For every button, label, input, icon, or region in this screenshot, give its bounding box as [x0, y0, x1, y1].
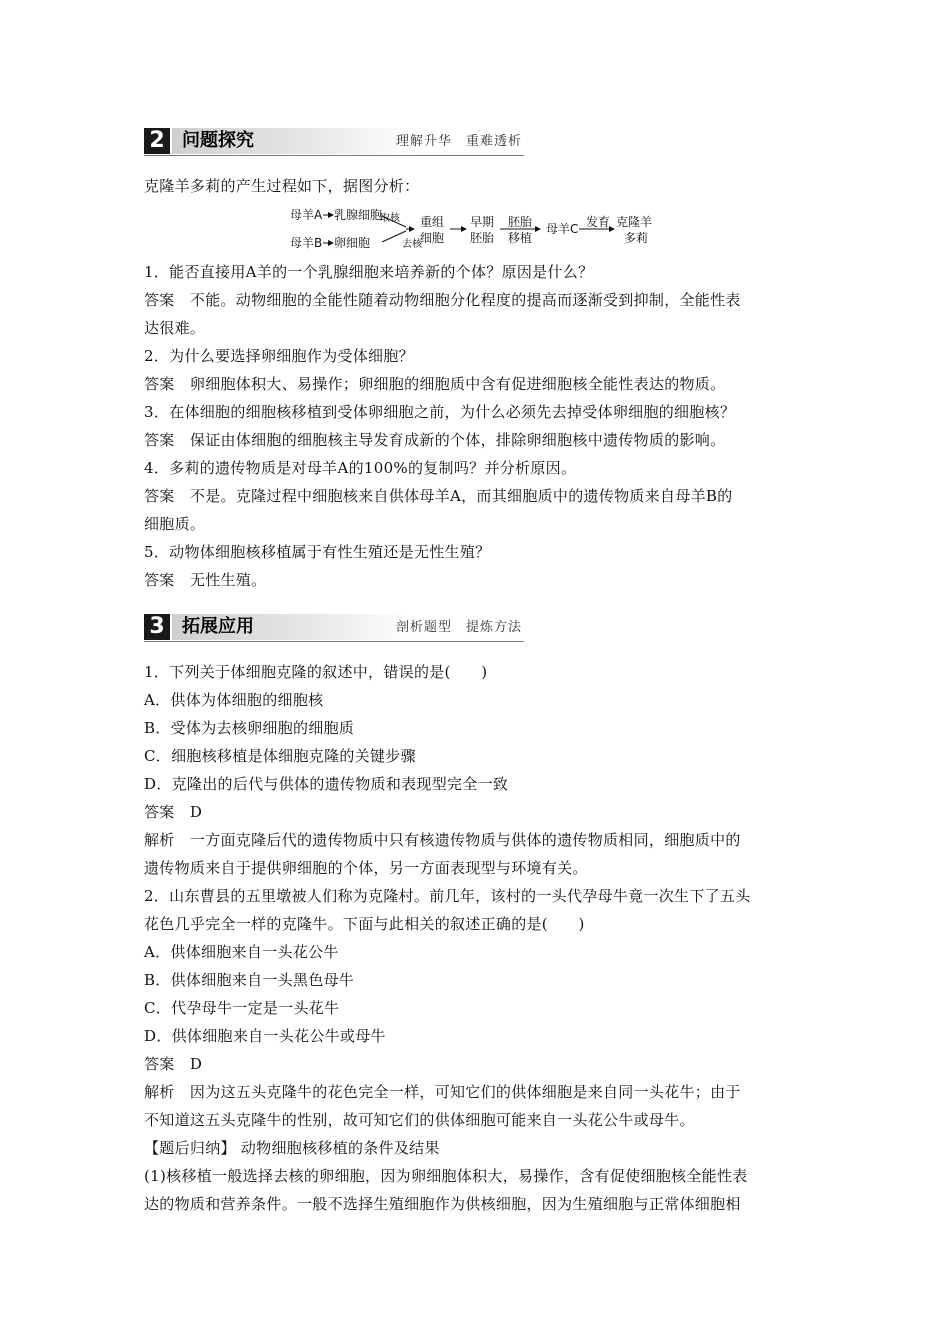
s2-line: 答案 保证由体细胞的细胞核主导发育成新的个体，排除卵细胞核中遗传物质的影响。	[144, 431, 726, 449]
intro-text: 克隆羊多莉的产生过程如下，据图分析：	[144, 177, 420, 195]
s2-line: 达很难。	[144, 319, 206, 337]
s3-line: A．供体为体细胞的细胞核	[144, 691, 324, 709]
diagram-early-2: 胚胎	[470, 231, 495, 245]
s2-line: 答案 卵细胞体积大、易操作；卵细胞的细胞质中含有促进细胞核全能性表达的物质。	[144, 375, 726, 393]
s2-line: 3．在体细胞的细胞核移植到受体卵细胞之前，为什么必须先去掉受体卵细胞的细胞核？	[144, 403, 736, 421]
section-3-subtitle: 剖析题型 提炼方法	[395, 620, 522, 635]
diagram-early-1: 早期	[470, 215, 495, 229]
diagram-transfer-2: 移植	[508, 231, 533, 245]
s3-line: A．供体细胞来自一头花公牛	[144, 943, 339, 961]
s3-line: 2．山东曹县的五里墩被人们称为克隆村。前几年，该村的一头代孕母牛竟一次生下了五头	[144, 887, 751, 905]
s2-line: 答案 不能。动物细胞的全能性随着动物细胞分化程度的提高而逐渐受到抑制，全能性表	[144, 291, 741, 309]
s3-line: D．克隆出的后代与供体的遗传物质和表现型完全一致	[144, 775, 509, 793]
diagram-recombined-2: 细胞	[420, 231, 445, 245]
s2-line: 2．为什么要选择卵细胞作为受体细胞？	[144, 347, 414, 365]
section-3-title: 拓展应用	[182, 616, 254, 637]
diagram-surrogate: 母羊C	[546, 222, 579, 236]
s2-line: 细胞质。	[144, 515, 206, 533]
diagram-clone-2: 多莉	[624, 231, 649, 245]
s3-line: 解析 因为这五头克隆牛的花色完全一样，可知它们的供体细胞是来自同一头花牛；由于	[144, 1083, 741, 1101]
section-2-title: 问题探究	[182, 130, 254, 151]
s3-line: 解析 一方面克隆后代的遗传物质中只有核遗传物质与供体的遗传物质相同，细胞质中的	[144, 831, 741, 849]
diagram-remove-nucleus: 去核	[402, 239, 422, 250]
diagram-take-nucleus: 取核	[380, 213, 400, 224]
section-2-subtitle: 理解升华 重难透析	[395, 134, 522, 149]
s3-line: B．供体细胞来自一头黑色母牛	[144, 971, 355, 989]
section-3-rule	[144, 641, 524, 642]
section-3-number: 3	[144, 614, 170, 640]
diagram-transfer-1: 胚胎	[508, 215, 533, 229]
diagram-mammary-cell: 乳腺细胞	[334, 208, 383, 222]
section-3-header	[144, 614, 524, 642]
s3-line: 遗传物质来自于提供卵细胞的个体，另一方面表现型与环境有关。	[144, 859, 588, 877]
diagram-donor-a: 母羊A	[290, 208, 323, 222]
s3-line: (1)核移植一般选择去核的卵细胞，因为卵细胞体积大，易操作，含有促使细胞核全能性表	[144, 1167, 748, 1185]
diagram-egg-cell: 卵细胞	[334, 236, 371, 250]
diagram-develop: 发育	[586, 215, 611, 229]
s3-line: B．受体为去核卵细胞的细胞质	[144, 719, 355, 737]
s2-line: 答案 无性生殖。	[144, 571, 267, 589]
section-2-header	[144, 128, 524, 156]
s3-line: C．细胞核移植是体细胞克隆的关键步骤	[144, 747, 416, 765]
diagram-recombined-1: 重组	[420, 215, 445, 229]
s3-line: 【题后归纳】 动物细胞核移植的条件及结果	[144, 1139, 440, 1157]
section-2-rule	[144, 155, 524, 156]
s2-line: 5．动物体细胞核移植属于有性生殖还是无性生殖？	[144, 543, 491, 561]
s3-line: C．代孕母牛一定是一头花牛	[144, 999, 340, 1017]
s2-line: 1．能否直接用A羊的一个乳腺细胞来培养新的个体？原因是什么？	[144, 263, 594, 281]
s3-line: 答案 D	[144, 803, 203, 821]
s2-line: 答案 不是。克隆过程中细胞核来自供体母羊A，而其细胞质中的遗传物质来自母羊B的	[144, 487, 733, 505]
s3-line: 达的物质和营养条件。一般不选择生殖细胞作为供核细胞，因为生殖细胞与正常体细胞相	[144, 1195, 741, 1213]
diagram-donor-b: 母羊B	[290, 236, 323, 250]
s3-line: 答案 D	[144, 1055, 203, 1073]
section-2-number: 2	[144, 128, 170, 154]
s3-line: 1．下列关于体细胞克隆的叙述中，错误的是( )	[144, 663, 488, 681]
s3-line: 不知道这五头克隆牛的性别，故可知它们的供体细胞可能来自一头花公牛或母牛。	[144, 1111, 695, 1129]
diagram-clone-1: 克隆羊	[616, 215, 653, 229]
s3-line: D．供体细胞来自一头花公牛或母牛	[144, 1027, 386, 1045]
s2-line: 4．多莉的遗传物质是对母羊A的100%的复制吗？并分析原因。	[144, 459, 577, 477]
s3-line: 花色几乎完全一样的克隆牛。下面与此相关的叙述正确的是( )	[144, 915, 585, 933]
cloning-process-diagram	[290, 206, 670, 252]
